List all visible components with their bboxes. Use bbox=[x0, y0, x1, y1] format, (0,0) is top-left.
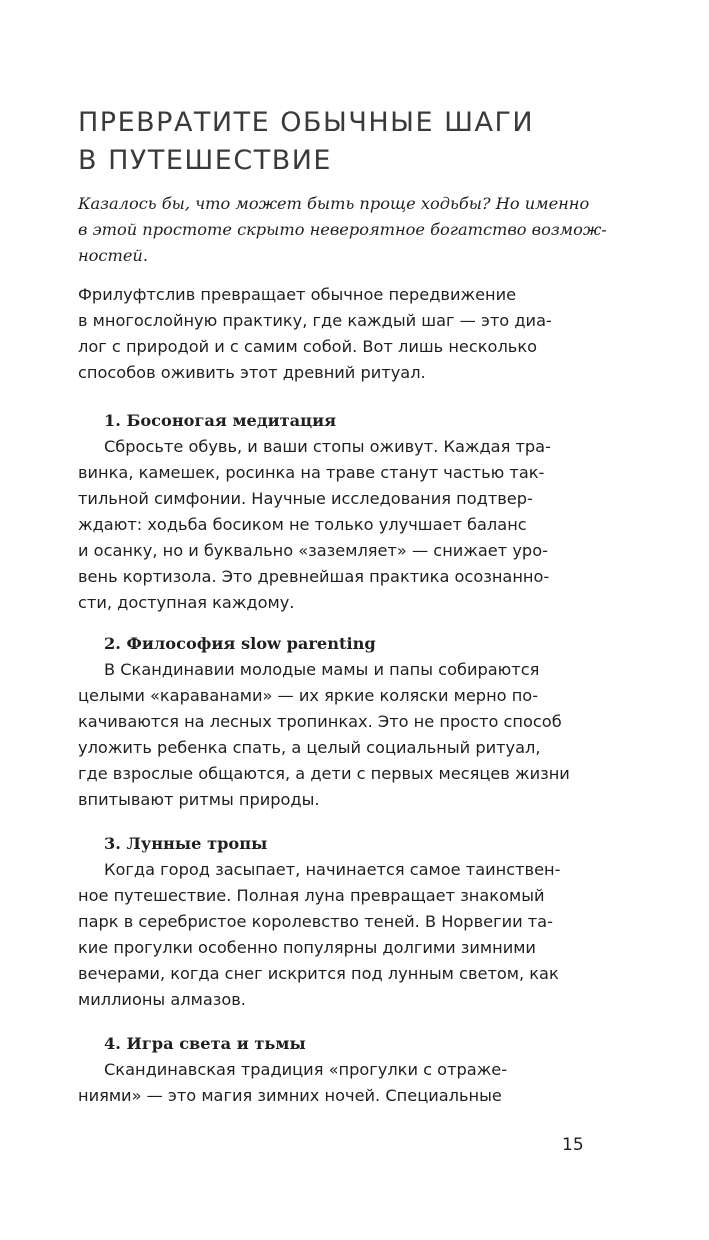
section-line: Скандинавская традиция «прогулки с отраже- bbox=[104, 1060, 508, 1079]
section-barefoot-meditation bbox=[78, 408, 638, 616]
section-line: Когда город засыпает, начинается самое таинствен- bbox=[104, 860, 561, 879]
lead-line: в этой простоте скрыто невероятное богатство возмож- bbox=[78, 220, 607, 239]
section-title: 1. Босоногая медитация bbox=[104, 411, 337, 430]
section-line: тильной симфонии. Научные исследования подтвер- bbox=[78, 489, 533, 508]
section-line: впитывают ритмы природы. bbox=[78, 790, 320, 809]
section-title: 4. Игра света и тьмы bbox=[104, 1034, 306, 1053]
heading-line: В ПУТЕШЕСТВИЕ bbox=[78, 145, 332, 176]
section-line: парк в серебристое королевство теней. В Норвегии та- bbox=[78, 912, 553, 931]
section-light-and-dark bbox=[78, 1031, 638, 1109]
section-line: уложить ребенка спать, а целый социальный ритуал, bbox=[78, 738, 541, 757]
lead-line: ностей. bbox=[78, 246, 148, 265]
intro-line: Фрилуфтслив превращает обычное передвижение bbox=[78, 285, 517, 304]
section-line: ниями» — это магия зимних ночей. Специальные bbox=[78, 1086, 502, 1105]
intro-line: лог с природой и с самим собой. Вот лишь несколько bbox=[78, 337, 538, 356]
section-line: качиваются на лесных тропинках. Это не просто способ bbox=[78, 712, 562, 731]
page-number: 15 bbox=[562, 1135, 584, 1155]
chapter-heading bbox=[78, 104, 638, 180]
section-line: где взрослые общаются, а дети с первых месяцев жизни bbox=[78, 764, 570, 783]
lead-paragraph bbox=[78, 191, 638, 269]
intro-paragraph bbox=[78, 282, 638, 386]
section-line: кие прогулки особенно популярны долгими зимними bbox=[78, 938, 536, 957]
intro-line: способов оживить этот древний ритуал. bbox=[78, 363, 426, 382]
section-line: миллионы алмазов. bbox=[78, 990, 246, 1009]
section-line: сти, доступная каждому. bbox=[78, 593, 295, 612]
section-line: ждают: ходьба босиком не только улучшает баланс bbox=[78, 515, 527, 534]
section-moon-paths bbox=[78, 831, 638, 1013]
section-line: вечерами, когда снег искрится под лунным светом, как bbox=[78, 964, 559, 983]
intro-line: в многослойную практику, где каждый шаг — это диа- bbox=[78, 311, 552, 330]
section-line: Сбросьте обувь, и ваши стопы оживут. Каждая тра- bbox=[104, 437, 551, 456]
section-line: ное путешествие. Полная луна превращает знакомый bbox=[78, 886, 545, 905]
section-line: целыми «караванами» — их яркие коляски мерно по- bbox=[78, 686, 539, 705]
heading-line: ПРЕВРАТИТЕ ОБЫЧНЫЕ ШАГИ bbox=[78, 107, 535, 138]
section-line: вень кортизола. Это древнейшая практика осознанно- bbox=[78, 567, 550, 586]
section-title: 3. Лунные тропы bbox=[104, 834, 268, 853]
section-line: и осанку, но и буквально «заземляет» — снижает уро- bbox=[78, 541, 548, 560]
section-line: В Скандинавии молодые мамы и папы собираются bbox=[104, 660, 540, 679]
section-title: 2. Философия slow parenting bbox=[104, 634, 376, 653]
section-slow-parenting bbox=[78, 631, 638, 813]
section-line: винка, камешек, росинка на траве станут частью так- bbox=[78, 463, 545, 482]
lead-line: Казалось бы, что может быть проще ходьбы? Но именно bbox=[78, 194, 590, 213]
